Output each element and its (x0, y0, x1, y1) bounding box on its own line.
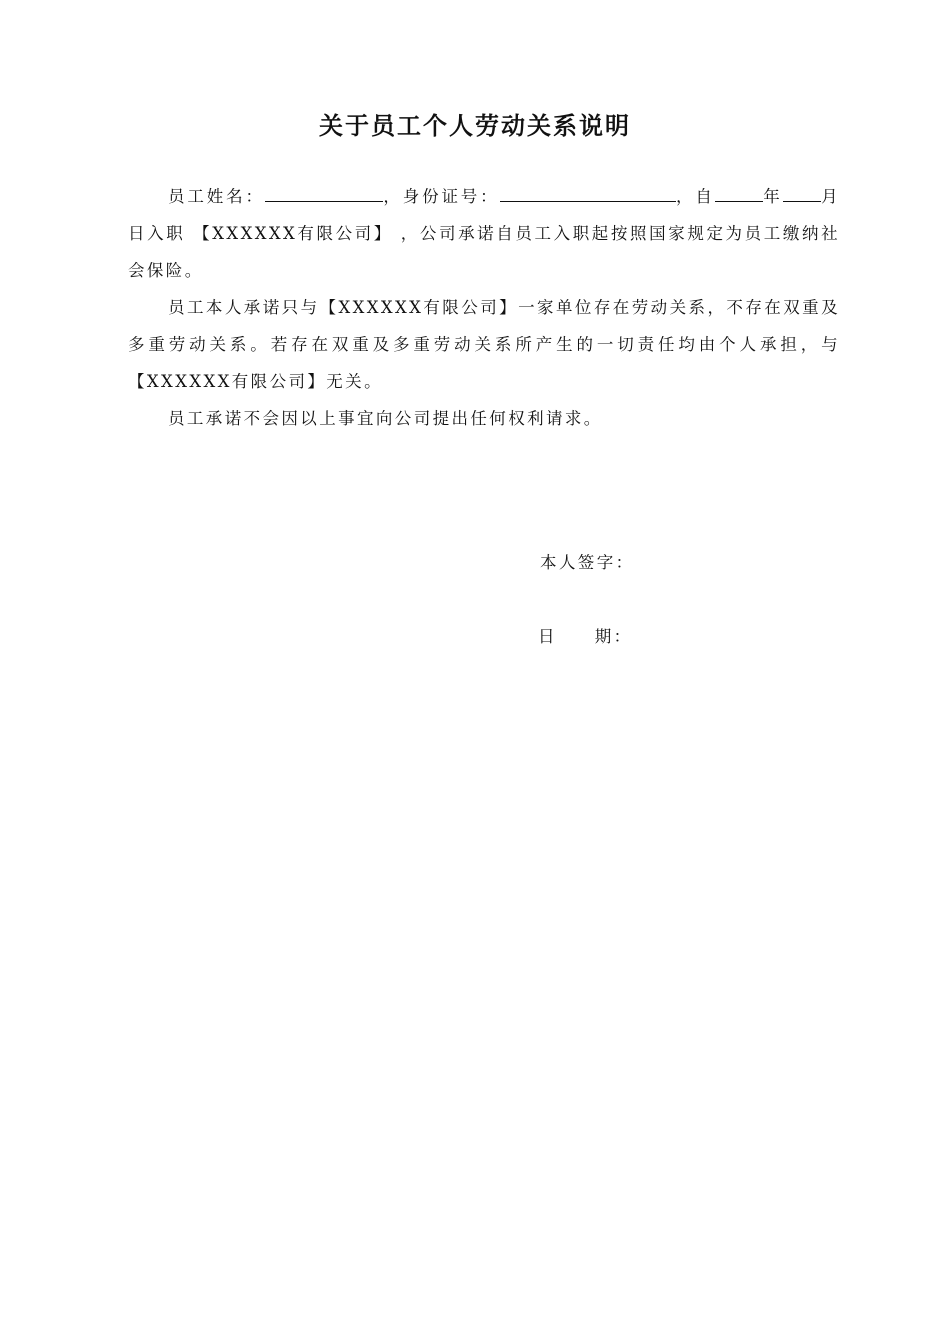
from-label: ，自 (675, 187, 715, 206)
paragraph-no-claims: 员工承诺不会因以上事宜向公司提出任何权利请求。 (168, 409, 603, 428)
year-blank (715, 183, 763, 202)
paragraph-1-rest: 日入职 【XXXXXX有限公司】 ，公司承诺自员工入职起按照国家规定为员工缴纳社会保险。 (128, 224, 840, 280)
signature-label: 本人签字： (540, 553, 635, 572)
paragraph-single-employment: 员工本人承诺只与【XXXXXX有限公司】一家单位存在劳动关系，不存在双重及多重劳动关系。若存在双重及多重劳动关系所产生的一切责任均由个人承担，与【XXXXXX有限公司】无关。 (128, 298, 840, 391)
month-label: 月 (820, 187, 840, 206)
date-label: 日 期： (538, 627, 633, 646)
paragraph-employment-info (128, 178, 840, 289)
document-title: 关于员工个人劳动关系说明 (319, 111, 631, 140)
document-body (128, 178, 840, 437)
name-blank (265, 183, 383, 202)
name-label: 员工姓名： (168, 187, 265, 206)
id-number-blank (500, 183, 676, 202)
id-label: ，身份证号： (382, 187, 500, 206)
year-label: 年 (762, 187, 783, 206)
month-blank (783, 183, 821, 202)
